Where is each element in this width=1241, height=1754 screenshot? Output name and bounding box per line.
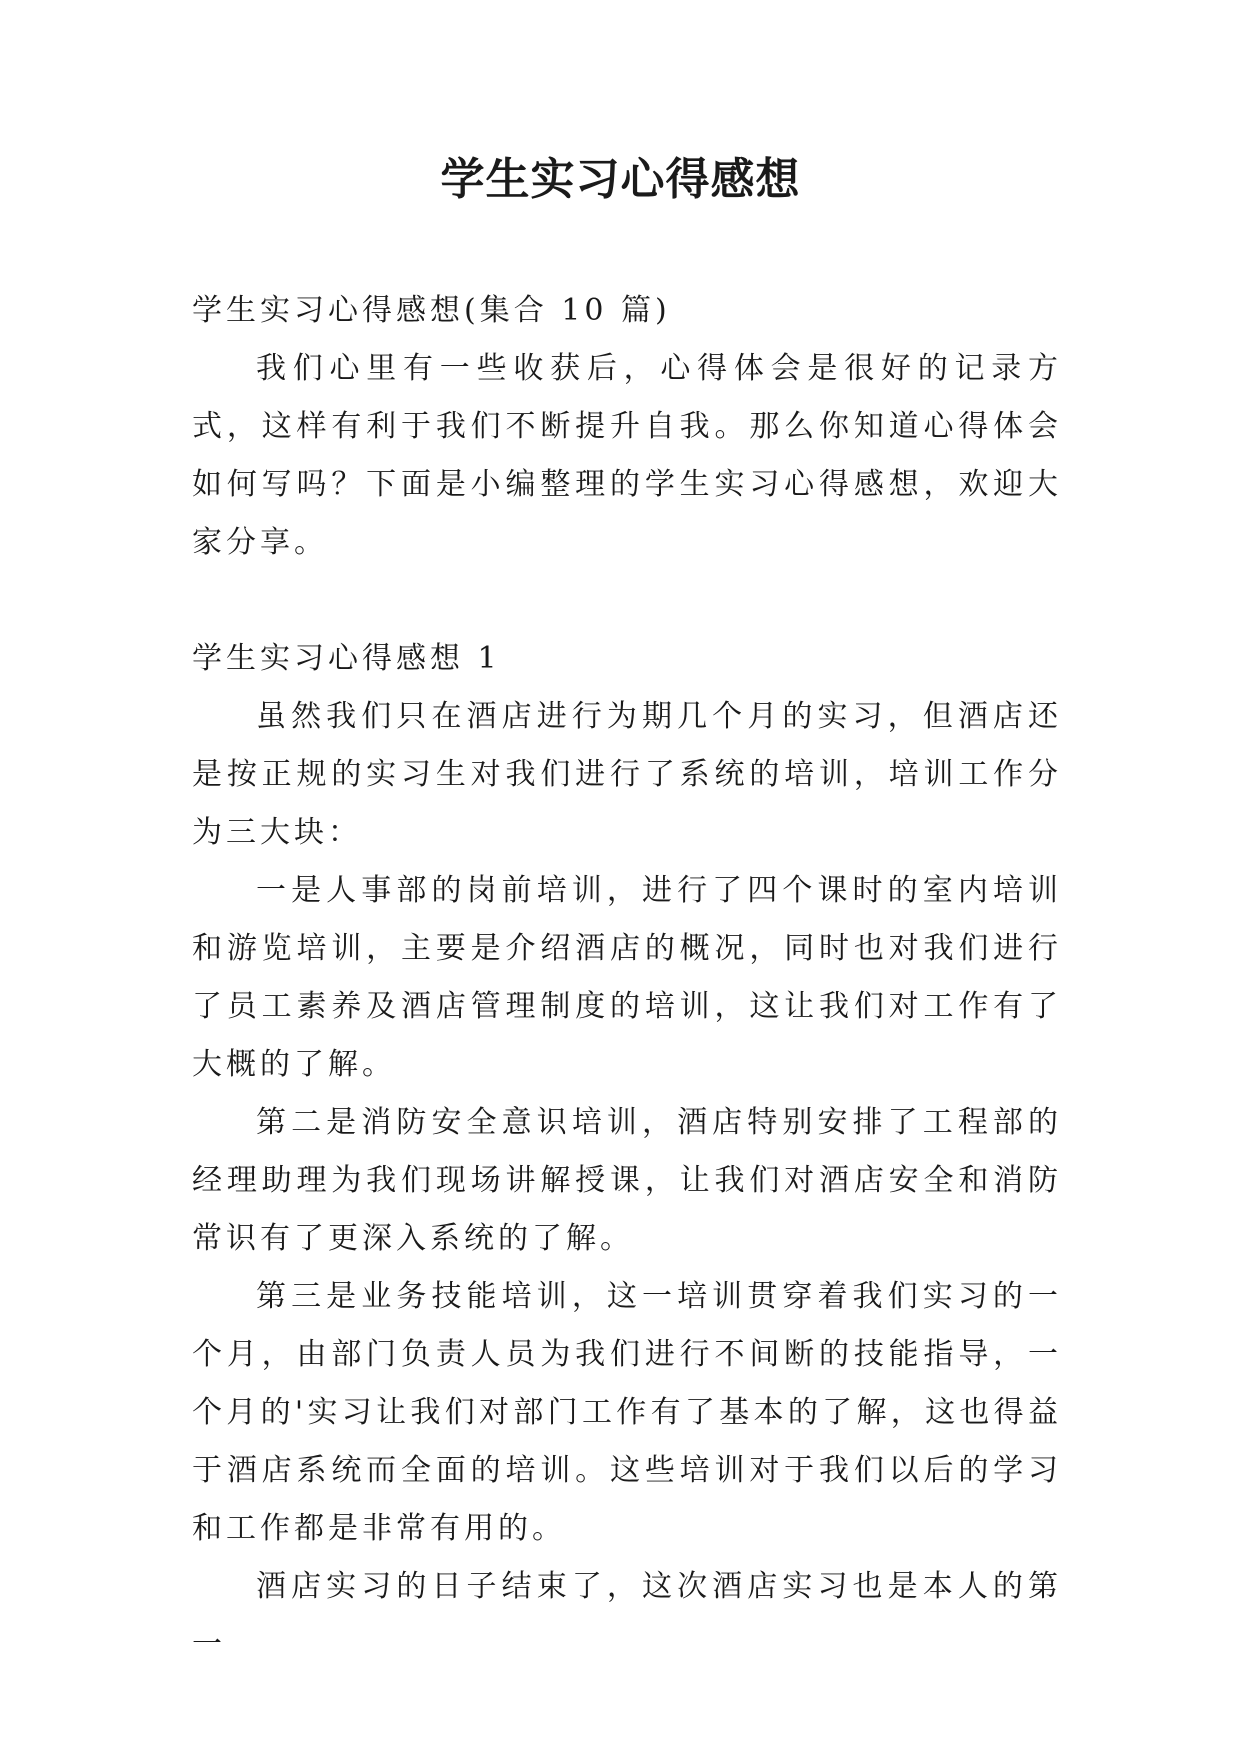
body-paragraph: 一是人事部的岗前培训，进行了四个课时的室内培训和游览培训，主要是介绍酒店的概况，同时也对我们进行了员工素养及酒店管理制度的培训，这让我们对工作有了大概的了解。 <box>192 873 1062 1082</box>
section-heading: 学生实习心得感想 1 <box>192 641 501 676</box>
body-paragraph: 虽然我们只在酒店进行为期几个月的实习，但酒店还是按正规的实习生对我们进行了系统的培训，培训工作分为三大块： <box>192 699 1062 850</box>
page-title: 学生实习心得感想 <box>440 154 801 205</box>
body-paragraph: 酒店实习的日子结束了，这次酒店实习也是本人的第一 <box>192 1569 1062 1662</box>
intro-paragraph: 我们心里有一些收获后，心得体会是很好的记录方式，这样有利于我们不断提升自我。那么你知道心得体会如何写吗？下面是小编整理的学生实习心得感想，欢迎大家分享。 <box>192 351 1062 560</box>
body-paragraph: 第二是消防安全意识培训，酒店特别安排了工程部的经理助理为我们现场讲解授课，让我们对酒店安全和消防常识有了更深入系统的了解。 <box>192 1105 1062 1256</box>
body-paragraph: 第三是业务技能培训，这一培训贯穿着我们实习的一个月，由部门负责人员为我们进行不间断的技能指导，一个月的'实习让我们对部门工作有了基本的了解，这也得益于酒店系统而全面的培训。这些培训对于我们以后的学习和工作都是非常有用的。 <box>192 1279 1062 1546</box>
collection-heading: 学生实习心得感想(集合 10 篇) <box>192 293 671 328</box>
document-body <box>192 282 1062 1674</box>
